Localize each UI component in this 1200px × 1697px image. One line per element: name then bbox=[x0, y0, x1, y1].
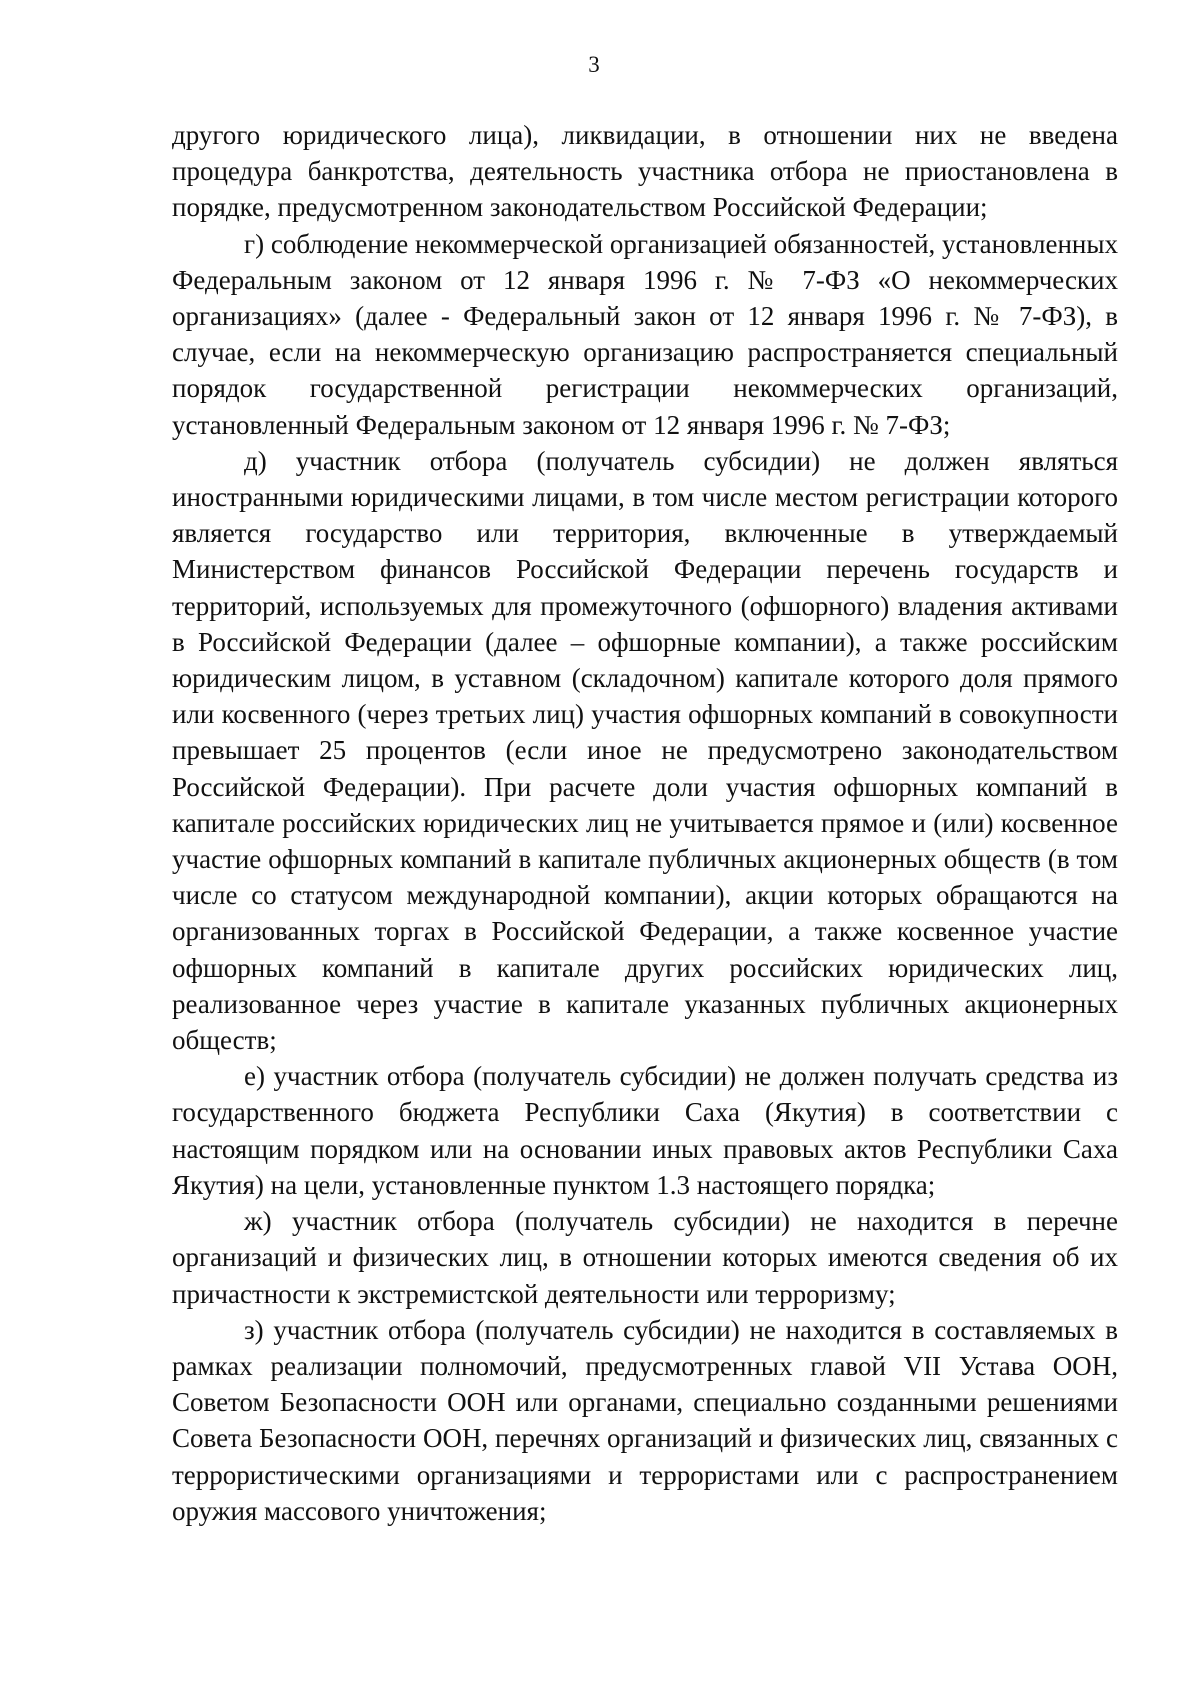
document-body bbox=[172, 117, 1118, 1529]
page-number: 3 bbox=[588, 52, 600, 77]
paragraph-g-nonprofit-obligations: г) соблюдение некоммерческой организацией обязанностей, установленных Федеральным законом от 12 января 1996 г. № 7-ФЗ «О некоммерческих организациях» (далее - Федеральный закон от 12 января 1996 г. № 7-ФЗ), в случае, если на некоммерческую организацию распространяется специальный порядок государственной регистрации некоммерческих организаций, установленный Федеральным законом от 12 января 1996 г. № 7-ФЗ; bbox=[172, 228, 1118, 440]
paragraph-d-offshore-companies: д) участник отбора (получатель субсидии) не должен являться иностранными юридическими лицами, в том числе местом регистрации которого является государство или территория, включенные в утверждаемый Министерством финансов Российской Федерации перечень государств и территорий, используемых для промежуточного (офшорного) владения активами в Российской Федерации (далее – офшорные компании), а также российским юридическим лицом, в уставном (складочном) капитале которого доля прямого или косвенного (через третьих лиц) участия офшорных компаний в совокупности превышает 25 процентов (если иное не предусмотрено законодательством Российской Федерации). При расчете доли участия офшорных компаний в капитале российских юридических лиц не учитывается прямое и (или) косвенное участие офшорных компаний в капитале публичных акционерных обществ (в том числе со статусом международной компании), акции которых обращаются на организованных торгах в Российской Федерации, а также косвенное участие офшорных компаний в капитале других российских юридических лиц, реализованное через участие в капитале указанных публичных акционерных обществ; bbox=[172, 445, 1118, 1056]
paragraph-z-un-sanctions-list: з) участник отбора (получатель субсидии) не находится в составляемых в рамках реализации полномочий, предусмотренных главой VII Устава ООН, Советом Безопасности ООН или органами, специально созданными решениями Совета Безопасности ООН, перечнях организаций и физических лиц, связанных с террористическими организациями и террористами или с распространением оружия массового уничтожения; bbox=[172, 1314, 1118, 1526]
paragraph-continuation: другого юридического лица), ликвидации, в отношении них не введена процедура банкротства, деятельность участника отбора не приостановлена в порядке, предусмотренном законодательством Российской Федерации; bbox=[172, 120, 1118, 223]
paragraph-e-budget-funds: е) участник отбора (получатель субсидии) не должен получать средства из государственного бюджета Республики Саха (Якутия) в соответствии с настоящим порядком или на основании иных правовых актов Республики Саха Якутия) на цели, установленные пунктом 1.3 настоящего порядка; bbox=[172, 1061, 1118, 1200]
paragraph-zh-extremism-list: ж) участник отбора (получатель субсидии) не находится в перечне организаций и физических лиц, в отношении которых имеются сведения об их причастности к экстремистской деятельности или терроризму; bbox=[172, 1206, 1118, 1309]
